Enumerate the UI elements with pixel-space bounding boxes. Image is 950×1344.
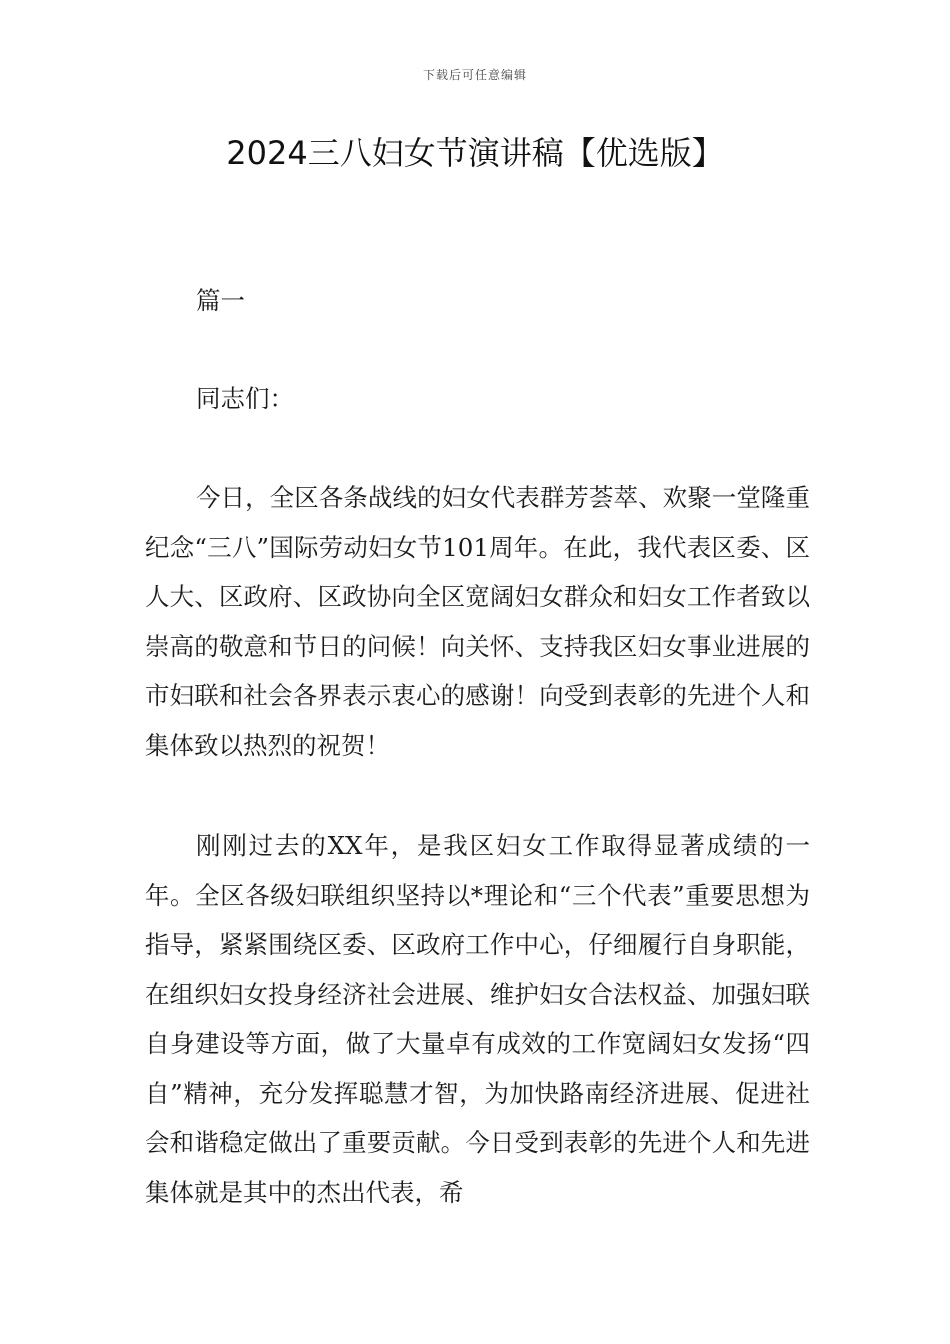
section-label: 篇一 [196,286,245,315]
paragraph-block-1 [145,473,810,770]
document-title: 2024三八妇女节演讲稿【优选版】 [226,134,724,172]
paragraph-block-2 [145,821,810,1217]
paragraph: 今日，全区各条战线的妇女代表群芳荟萃、欢聚一堂隆重纪念“三八”国际劳动妇女节101周年。在此，我代表区委、区人大、区政府、区政协向全区宽阔妇女群众和妇女工作者致以崇高的敬意和节日的问候！向关怀、支持我区妇女事业进展的市妇联和社会各界表示衷心的感谢！向受到表彰的先进个人和集体致以热烈的祝贺！ [145,483,810,760]
paragraph: 刚刚过去的XX年，是我区妇女工作取得显著成绩的一年。全区各级妇联组织坚持以*理论和“三个代表”重要思想为指导，紧紧围绕区委、区政府工作中心，仔细履行自身职能，在组织妇女投身经济社会进展、维护妇女合法权益、加强妇联自身建设等方面，做了大量卓有成效的工作宽阔妇女发扬“四自”精神，充分发挥聪慧才智，为加快路南经济进展、促进社会和谐稳定做出了重要贡献。今日受到表彰的先进个人和先进集体就是其中的杰出代表，希 [145,831,810,1207]
header-note: 下载后可任意编辑 [422,68,527,82]
salutation: 同志们： [196,384,294,413]
